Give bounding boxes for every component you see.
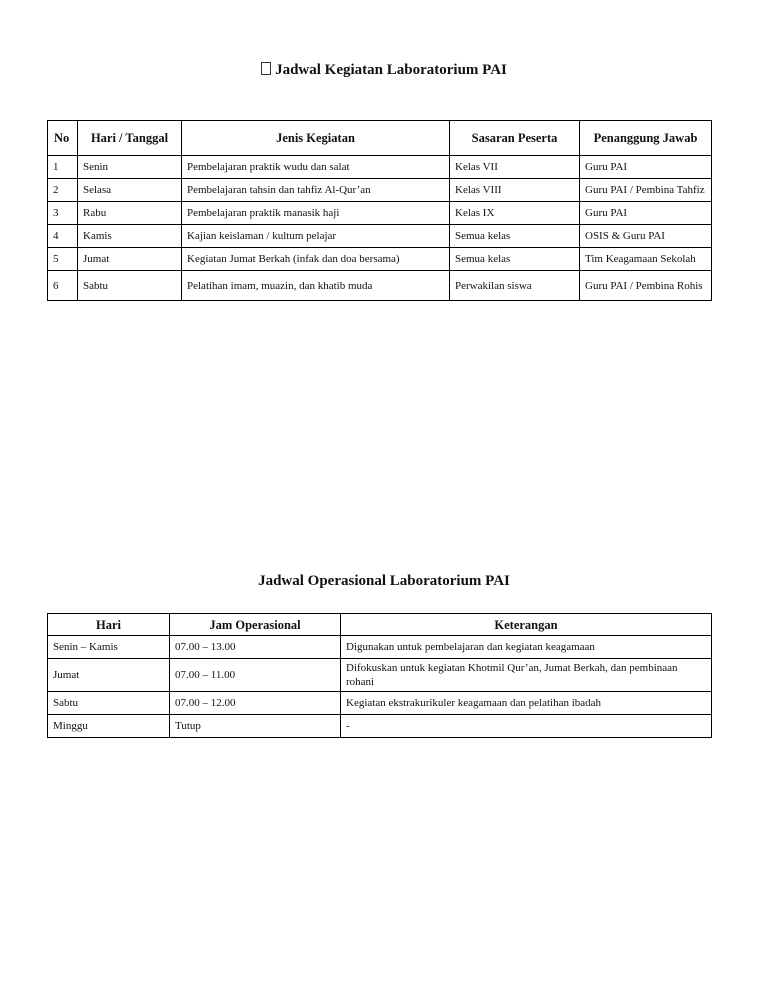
table-header-row: [48, 614, 712, 636]
cell-hours: 07.00 – 13.00: [170, 636, 341, 659]
cell-day: Kamis: [78, 225, 182, 248]
cell-no: 1: [48, 156, 78, 179]
column-header-no: No: [48, 121, 78, 156]
cell-responsible: OSIS & Guru PAI: [580, 225, 712, 248]
column-header-notes: Keterangan: [341, 614, 712, 636]
cell-notes: Kegiatan ekstrakurikuler keagamaan dan pelatihan ibadah: [341, 692, 712, 715]
cell-day: Selasa: [78, 179, 182, 202]
table-row: [48, 636, 712, 659]
cell-activity: Pelatihan imam, muazin, dan khatib muda: [182, 271, 450, 301]
cell-participants: Kelas VIII: [450, 179, 580, 202]
table-header-row: [48, 121, 712, 156]
table-row: [48, 179, 712, 202]
cell-activity: Kegiatan Jumat Berkah (infak dan doa bersama): [182, 248, 450, 271]
cell-day: Jumat: [48, 659, 170, 692]
table-row: [48, 248, 712, 271]
column-header-day: Hari / Tanggal: [78, 121, 182, 156]
cell-activity: Pembelajaran praktik wudu dan salat: [182, 156, 450, 179]
cell-notes: Digunakan untuk pembelajaran dan kegiatan keagamaan: [341, 636, 712, 659]
missing-glyph-icon: [261, 62, 271, 75]
cell-day: Minggu: [48, 715, 170, 738]
table-row: [48, 225, 712, 248]
column-header-participants: Sasaran Peserta: [450, 121, 580, 156]
cell-activity: Pembelajaran praktik manasik haji: [182, 202, 450, 225]
cell-no: 3: [48, 202, 78, 225]
cell-responsible: Guru PAI: [580, 156, 712, 179]
schedule-title: [0, 61, 768, 79]
column-header-responsible: Penanggung Jawab: [580, 121, 712, 156]
table-row: [48, 156, 712, 179]
column-header-hours: Jam Operasional: [170, 614, 341, 636]
table-row: [48, 659, 712, 692]
schedule-title-text: Jadwal Kegiatan Laboratorium PAI: [275, 62, 507, 78]
table-row: [48, 271, 712, 301]
cell-notes: Difokuskan untuk kegiatan Khotmil Qur’an, Jumat Berkah, dan pembinaan rohani: [341, 659, 712, 692]
table-row: [48, 692, 712, 715]
cell-participants: Semua kelas: [450, 248, 580, 271]
operational-title: Jadwal Operasional Laboratorium PAI: [258, 573, 510, 589]
operational-hours-table: [47, 613, 712, 738]
cell-hours: Tutup: [170, 715, 341, 738]
cell-responsible: Guru PAI / Pembina Tahfiz: [580, 179, 712, 202]
cell-responsible: Guru PAI / Pembina Rohis: [580, 271, 712, 301]
cell-activity: Pembelajaran tahsin dan tahfiz Al-Qur’an: [182, 179, 450, 202]
cell-hours: 07.00 – 11.00: [170, 659, 341, 692]
column-header-activity: Jenis Kegiatan: [182, 121, 450, 156]
cell-participants: Perwakilan siswa: [450, 271, 580, 301]
cell-no: 5: [48, 248, 78, 271]
cell-day: Rabu: [78, 202, 182, 225]
cell-day: Jumat: [78, 248, 182, 271]
cell-responsible: Guru PAI: [580, 202, 712, 225]
column-header-day: Hari: [48, 614, 170, 636]
cell-no: 6: [48, 271, 78, 301]
cell-hours: 07.00 – 12.00: [170, 692, 341, 715]
cell-no: 2: [48, 179, 78, 202]
cell-notes: -: [341, 715, 712, 738]
table-row: [48, 715, 712, 738]
cell-participants: Semua kelas: [450, 225, 580, 248]
cell-day: Senin: [78, 156, 182, 179]
cell-day: Senin – Kamis: [48, 636, 170, 659]
cell-participants: Kelas IX: [450, 202, 580, 225]
cell-no: 4: [48, 225, 78, 248]
cell-day: Sabtu: [48, 692, 170, 715]
cell-participants: Kelas VII: [450, 156, 580, 179]
cell-activity: Kajian keislaman / kultum pelajar: [182, 225, 450, 248]
table-row: [48, 202, 712, 225]
cell-day: Sabtu: [78, 271, 182, 301]
cell-responsible: Tim Keagamaan Sekolah: [580, 248, 712, 271]
activity-schedule-table: [47, 120, 712, 301]
